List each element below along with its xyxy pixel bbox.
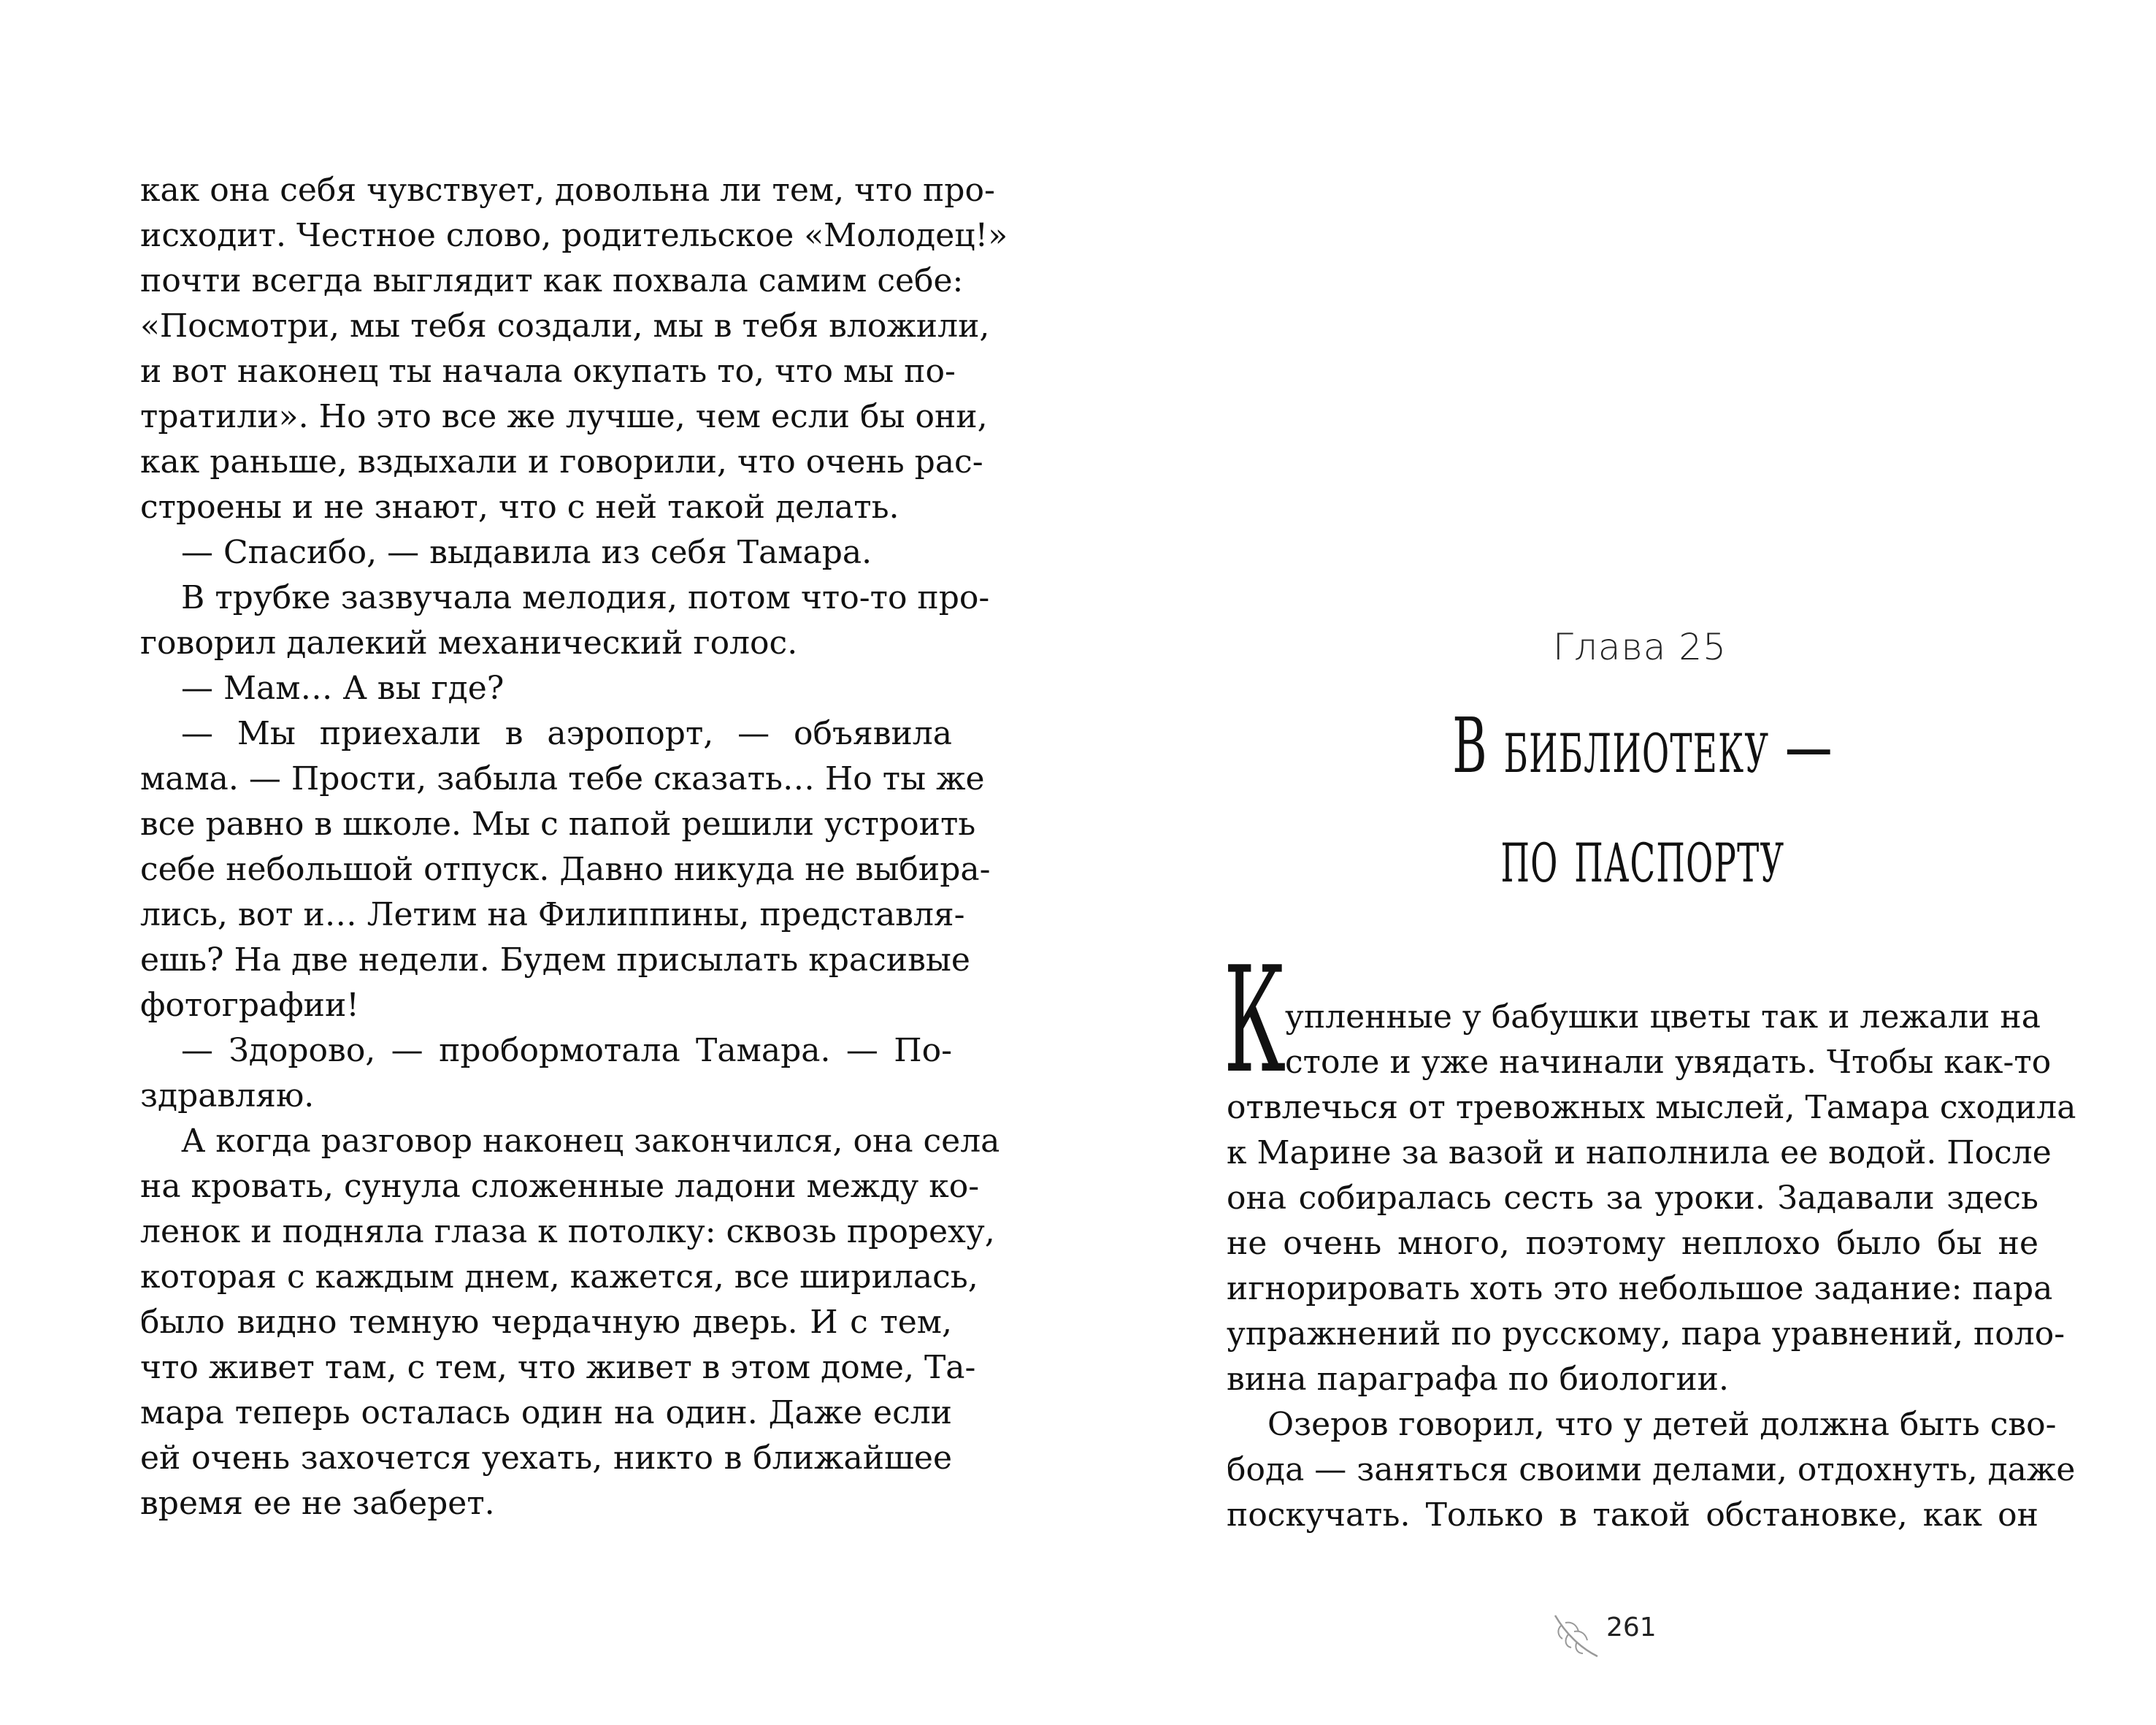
chapter-title-line-1: В библиотеку —: [1452, 701, 1833, 790]
text-line: строены и не знают, что с ней такой делать.: [140, 489, 899, 526]
text-line: бода — заняться своими делами, отдохнуть, даже: [1227, 1451, 2076, 1488]
text-line: В трубке зазвучала мелодия, потом что-то про-: [181, 579, 990, 616]
text-line: — Мам… А вы где?: [181, 670, 505, 707]
text-line: «Посмотри, мы тебя создали, мы в тебя вложили,: [140, 307, 990, 345]
text-line: — Мы приехали в аэропорт, — объявила: [181, 715, 952, 752]
text-line: говорил далекий механический голос.: [140, 624, 798, 662]
text-line: мара теперь осталась один на один. Даже если: [140, 1394, 952, 1431]
text-line: на кровать, сунула сложенные ладони между ко-: [140, 1168, 980, 1205]
text-line: мама. — Прости, забыла тебе сказать… Но ты же: [140, 760, 985, 798]
page-number: 261: [1606, 1613, 1657, 1642]
text-line: Озеров говорил, что у детей должна быть сво-: [1267, 1406, 2057, 1443]
text-line: ей очень захочется уехать, никто в ближайшее: [140, 1439, 952, 1477]
text-line: тратили». Но это все же лучше, чем если бы они,: [140, 398, 988, 435]
text-line: поскучать. Только в такой обстановке, как он: [1227, 1496, 2038, 1534]
text-line: себе небольшой отпуск. Давно никуда не выбира-: [140, 851, 991, 888]
text-line: почти всегда выглядит как похвала самим себе:: [140, 262, 964, 299]
text-line: она собиралась сесть за уроки. Задавали здесь: [1227, 1179, 2038, 1217]
text-line: что живет там, с тем, что живет в этом доме, Та-: [140, 1349, 976, 1386]
text-line: лись, вот и… Летим на Филиппины, представля-: [140, 896, 965, 933]
text-line: упленные у бабушки цветы так и лежали на: [1285, 998, 2041, 1036]
text-line: А когда разговор наконец закончился, она села: [181, 1122, 1000, 1160]
text-line: — Здорово, — пробормотала Тамара. — По-: [181, 1032, 952, 1069]
text-line: как раньше, вздыхали и говорили, что очень рас-: [140, 443, 983, 481]
text-line: столе и уже начинали увядать. Чтобы как-то: [1285, 1044, 2052, 1081]
chapter-title-line-2: по паспорту: [1500, 811, 1785, 900]
text-line: вина параграфа по биологии.: [1227, 1361, 1729, 1398]
text-line: время ее не заберет.: [140, 1485, 495, 1522]
text-line: было видно темную чердачную дверь. И с тем,: [140, 1304, 952, 1341]
text-line: к Марине за вазой и наполнила ее водой. После: [1227, 1134, 2052, 1171]
drop-cap: К: [1224, 936, 1286, 1106]
text-line: все равно в школе. Мы с папой решили устроить: [140, 806, 976, 843]
feather-icon: [1551, 1611, 1602, 1662]
text-line: отвлечься от тревожных мыслей, Тамара сходила: [1227, 1089, 2076, 1126]
text-line: ленок и подняла глаза к потолку: сквозь прореху,: [140, 1213, 995, 1250]
text-line: ешь? На две недели. Будем присылать красивые: [140, 941, 970, 979]
text-line: и вот наконец ты начала окупать то, что мы по-: [140, 353, 956, 390]
text-line: упражнений по русскому, пара уравнений, поло-: [1227, 1315, 2065, 1353]
text-line: — Спасибо, — выдавила из себя Тамара.: [181, 534, 872, 571]
text-line: игнорировать хоть это небольшое задание: пара: [1227, 1270, 2053, 1307]
text-line: как она себя чувствует, довольна ли тем, что про-: [140, 172, 995, 209]
chapter-label: Глава 25: [1553, 626, 1727, 668]
text-line: исходит. Честное слово, родительское «Молодец!»: [140, 217, 1008, 254]
text-line: которая с каждым днем, кажется, все ширилась,: [140, 1258, 978, 1296]
text-line: не очень много, поэтому неплохо было бы не: [1227, 1225, 2038, 1262]
text-line: фотографии!: [140, 987, 359, 1024]
text-line: здравляю.: [140, 1077, 315, 1114]
